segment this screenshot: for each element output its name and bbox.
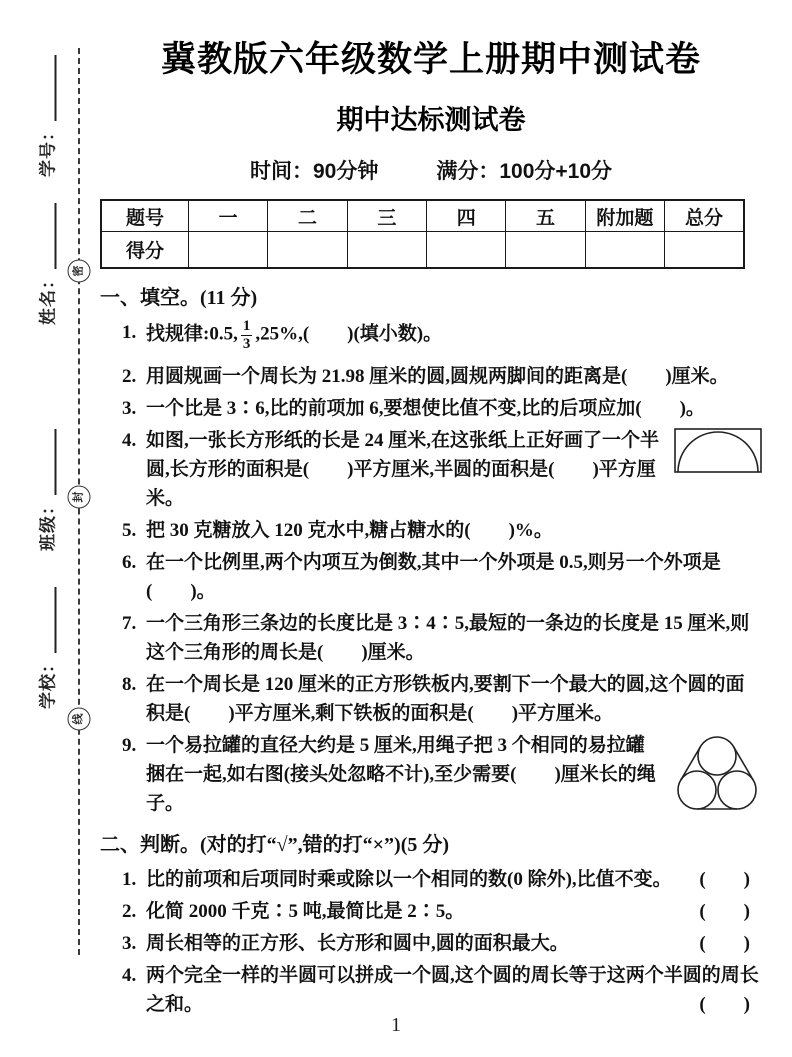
item-text: 化简 2000 千克∶5 吨,最简比是 2∶5。 bbox=[146, 901, 465, 922]
item-number: 3. bbox=[122, 933, 137, 954]
answer-blank: ( ) bbox=[699, 933, 750, 954]
name-label: 姓名： bbox=[38, 271, 58, 325]
answer-blank: ( ) bbox=[699, 994, 750, 1015]
item-number: 1. bbox=[122, 869, 137, 890]
answer-blank: ( ) bbox=[699, 901, 750, 922]
fill-blank-item-1 bbox=[122, 318, 762, 352]
item-number: 4. bbox=[122, 430, 137, 451]
school-field bbox=[34, 587, 59, 709]
score-table bbox=[100, 199, 745, 269]
fraction-one-third bbox=[241, 318, 253, 352]
item-text: 在一个比例里,两个内项互为倒数,其中一个外项是 0.5,则另一个外项是( )。 bbox=[146, 552, 721, 602]
class-label: 班级： bbox=[38, 497, 58, 551]
item-text: ,25%,( )(填小数)。 bbox=[255, 323, 443, 345]
item-number: 5. bbox=[122, 520, 137, 541]
paper-content bbox=[100, 32, 762, 1022]
school-label: 学校： bbox=[38, 655, 58, 709]
item-number: 8. bbox=[122, 674, 137, 695]
fraction-denominator: 3 bbox=[242, 335, 251, 352]
score-cell-empty bbox=[665, 232, 744, 269]
seal-char-feng: 封 bbox=[68, 486, 91, 509]
fill-blank-item-4 bbox=[122, 426, 762, 513]
item-text: 周长相等的正方形、长方形和圆中,圆的面积最大。 bbox=[146, 933, 569, 954]
section-1-items bbox=[122, 318, 762, 818]
fill-blank-item-2 bbox=[122, 362, 762, 391]
item-text: 在一个周长是 120 厘米的正方形铁板内,要割下一个最大的圆,这个圆的面积是( )平方厘米,剩下铁板的面积是( )平方厘米。 bbox=[146, 674, 745, 724]
item-text: 一个易拉罐的直径大约是 5 厘米,用绳子把 3 个相同的易拉罐捆在一起,如右图(接头处忽略不计),至少需要( )厘米长的绳子。 bbox=[146, 735, 656, 814]
part-4-header: 四 bbox=[427, 200, 506, 232]
score-row-label: 得分 bbox=[101, 232, 189, 269]
item-text: 比的前项和后项同时乘或除以一个相同的数(0 除外),比值不变。 bbox=[146, 869, 672, 890]
student-id-label: 学号： bbox=[38, 123, 58, 177]
score-table-score-row bbox=[101, 232, 744, 269]
fill-blank-item-9 bbox=[122, 731, 762, 818]
three-cans-figure bbox=[672, 733, 762, 817]
part-2-header: 二 bbox=[268, 200, 347, 232]
answer-blank: ( ) bbox=[699, 869, 750, 890]
section-2-heading: 二、判断。(对的打“√”,错的打“×”)(5 分) bbox=[100, 834, 450, 856]
full-score-label: 满分：100分+10分 bbox=[436, 160, 613, 183]
part-3-header: 三 bbox=[347, 200, 426, 232]
fill-blank-item-8 bbox=[122, 670, 762, 728]
item-number: 1. bbox=[122, 322, 137, 343]
judge-item-1 bbox=[122, 865, 762, 894]
total-header: 总分 bbox=[665, 200, 744, 232]
name-field bbox=[34, 203, 59, 325]
fill-blank-item-5 bbox=[122, 516, 762, 545]
item-text: 如图,一张长方形纸的长是 24 厘米,在这张纸上正好画了一个半圆,长方形的面积是( )平方厘米,半圆的面积是( )平方厘米。 bbox=[146, 430, 660, 509]
score-cell-empty bbox=[347, 232, 426, 269]
fill-blank-item-3 bbox=[122, 394, 762, 423]
item-number: 2. bbox=[122, 901, 137, 922]
score-cell-empty bbox=[506, 232, 585, 269]
fill-blank-item-7 bbox=[122, 609, 762, 667]
item-text: 一个比是 3∶6,比的前项加 6,要想使比值不变,比的后项应加( )。 bbox=[146, 398, 705, 419]
rect-semicircle-figure bbox=[674, 428, 762, 474]
item-text: 两个完全一样的半圆可以拼成一个圆,这个圆的周长等于这两个半圆的周长之和。 bbox=[146, 965, 759, 1015]
score-cell-empty bbox=[585, 232, 664, 269]
item-number: 2. bbox=[122, 366, 137, 387]
score-cell-empty bbox=[189, 232, 268, 269]
fraction-numerator: 1 bbox=[242, 318, 251, 334]
item-number: 6. bbox=[122, 552, 137, 573]
class-field bbox=[34, 429, 59, 551]
item-number: 9. bbox=[122, 735, 137, 756]
item-number: 7. bbox=[122, 613, 137, 634]
item-number: 3. bbox=[122, 398, 137, 419]
item-number: 4. bbox=[122, 965, 137, 986]
section-2-items bbox=[122, 865, 762, 1019]
page-title: 冀教版六年级数学上册期中测试卷 bbox=[160, 40, 701, 79]
question-number-header: 题号 bbox=[101, 200, 189, 232]
seal-char-mi: 密 bbox=[68, 260, 91, 283]
judge-item-4 bbox=[122, 961, 762, 1019]
student-id-field bbox=[34, 55, 59, 177]
seal-char-xian: 线 bbox=[68, 708, 91, 731]
part-1-header: 一 bbox=[189, 200, 268, 232]
name-blank-line bbox=[55, 203, 57, 269]
bonus-header: 附加题 bbox=[585, 200, 664, 232]
item-text: 找规律:0.5, bbox=[146, 323, 238, 345]
school-blank-line bbox=[55, 587, 57, 653]
part-5-header: 五 bbox=[506, 200, 585, 232]
time-limit-label: 时间：90分钟 bbox=[249, 160, 379, 183]
judge-item-2 bbox=[122, 897, 762, 926]
score-cell-empty bbox=[268, 232, 347, 269]
paper-subtitle: 期中达标测试卷 bbox=[336, 105, 526, 135]
item-text: 一个三角形三条边的长度比是 3∶4∶5,最短的一条边的长度是 15 厘米,则这个三角形的周长是( )厘米。 bbox=[146, 613, 750, 663]
fill-blank-item-6 bbox=[122, 548, 762, 606]
item-text: 用圆规画一个周长为 21.98 厘米的圆,圆规两脚间的距离是( )厘米。 bbox=[146, 366, 729, 387]
class-blank-line bbox=[55, 429, 57, 495]
exam-info-line bbox=[100, 155, 762, 185]
score-cell-empty bbox=[427, 232, 506, 269]
judge-item-3 bbox=[122, 929, 762, 958]
page-number: 1 bbox=[391, 1014, 401, 1036]
score-table-header-row bbox=[101, 200, 744, 232]
item-text: 把 30 克糖放入 120 克水中,糖占糖水的( )%。 bbox=[146, 520, 553, 541]
section-1-heading: 一、填空。(11 分) bbox=[100, 287, 258, 309]
student-id-blank-line bbox=[55, 55, 57, 121]
